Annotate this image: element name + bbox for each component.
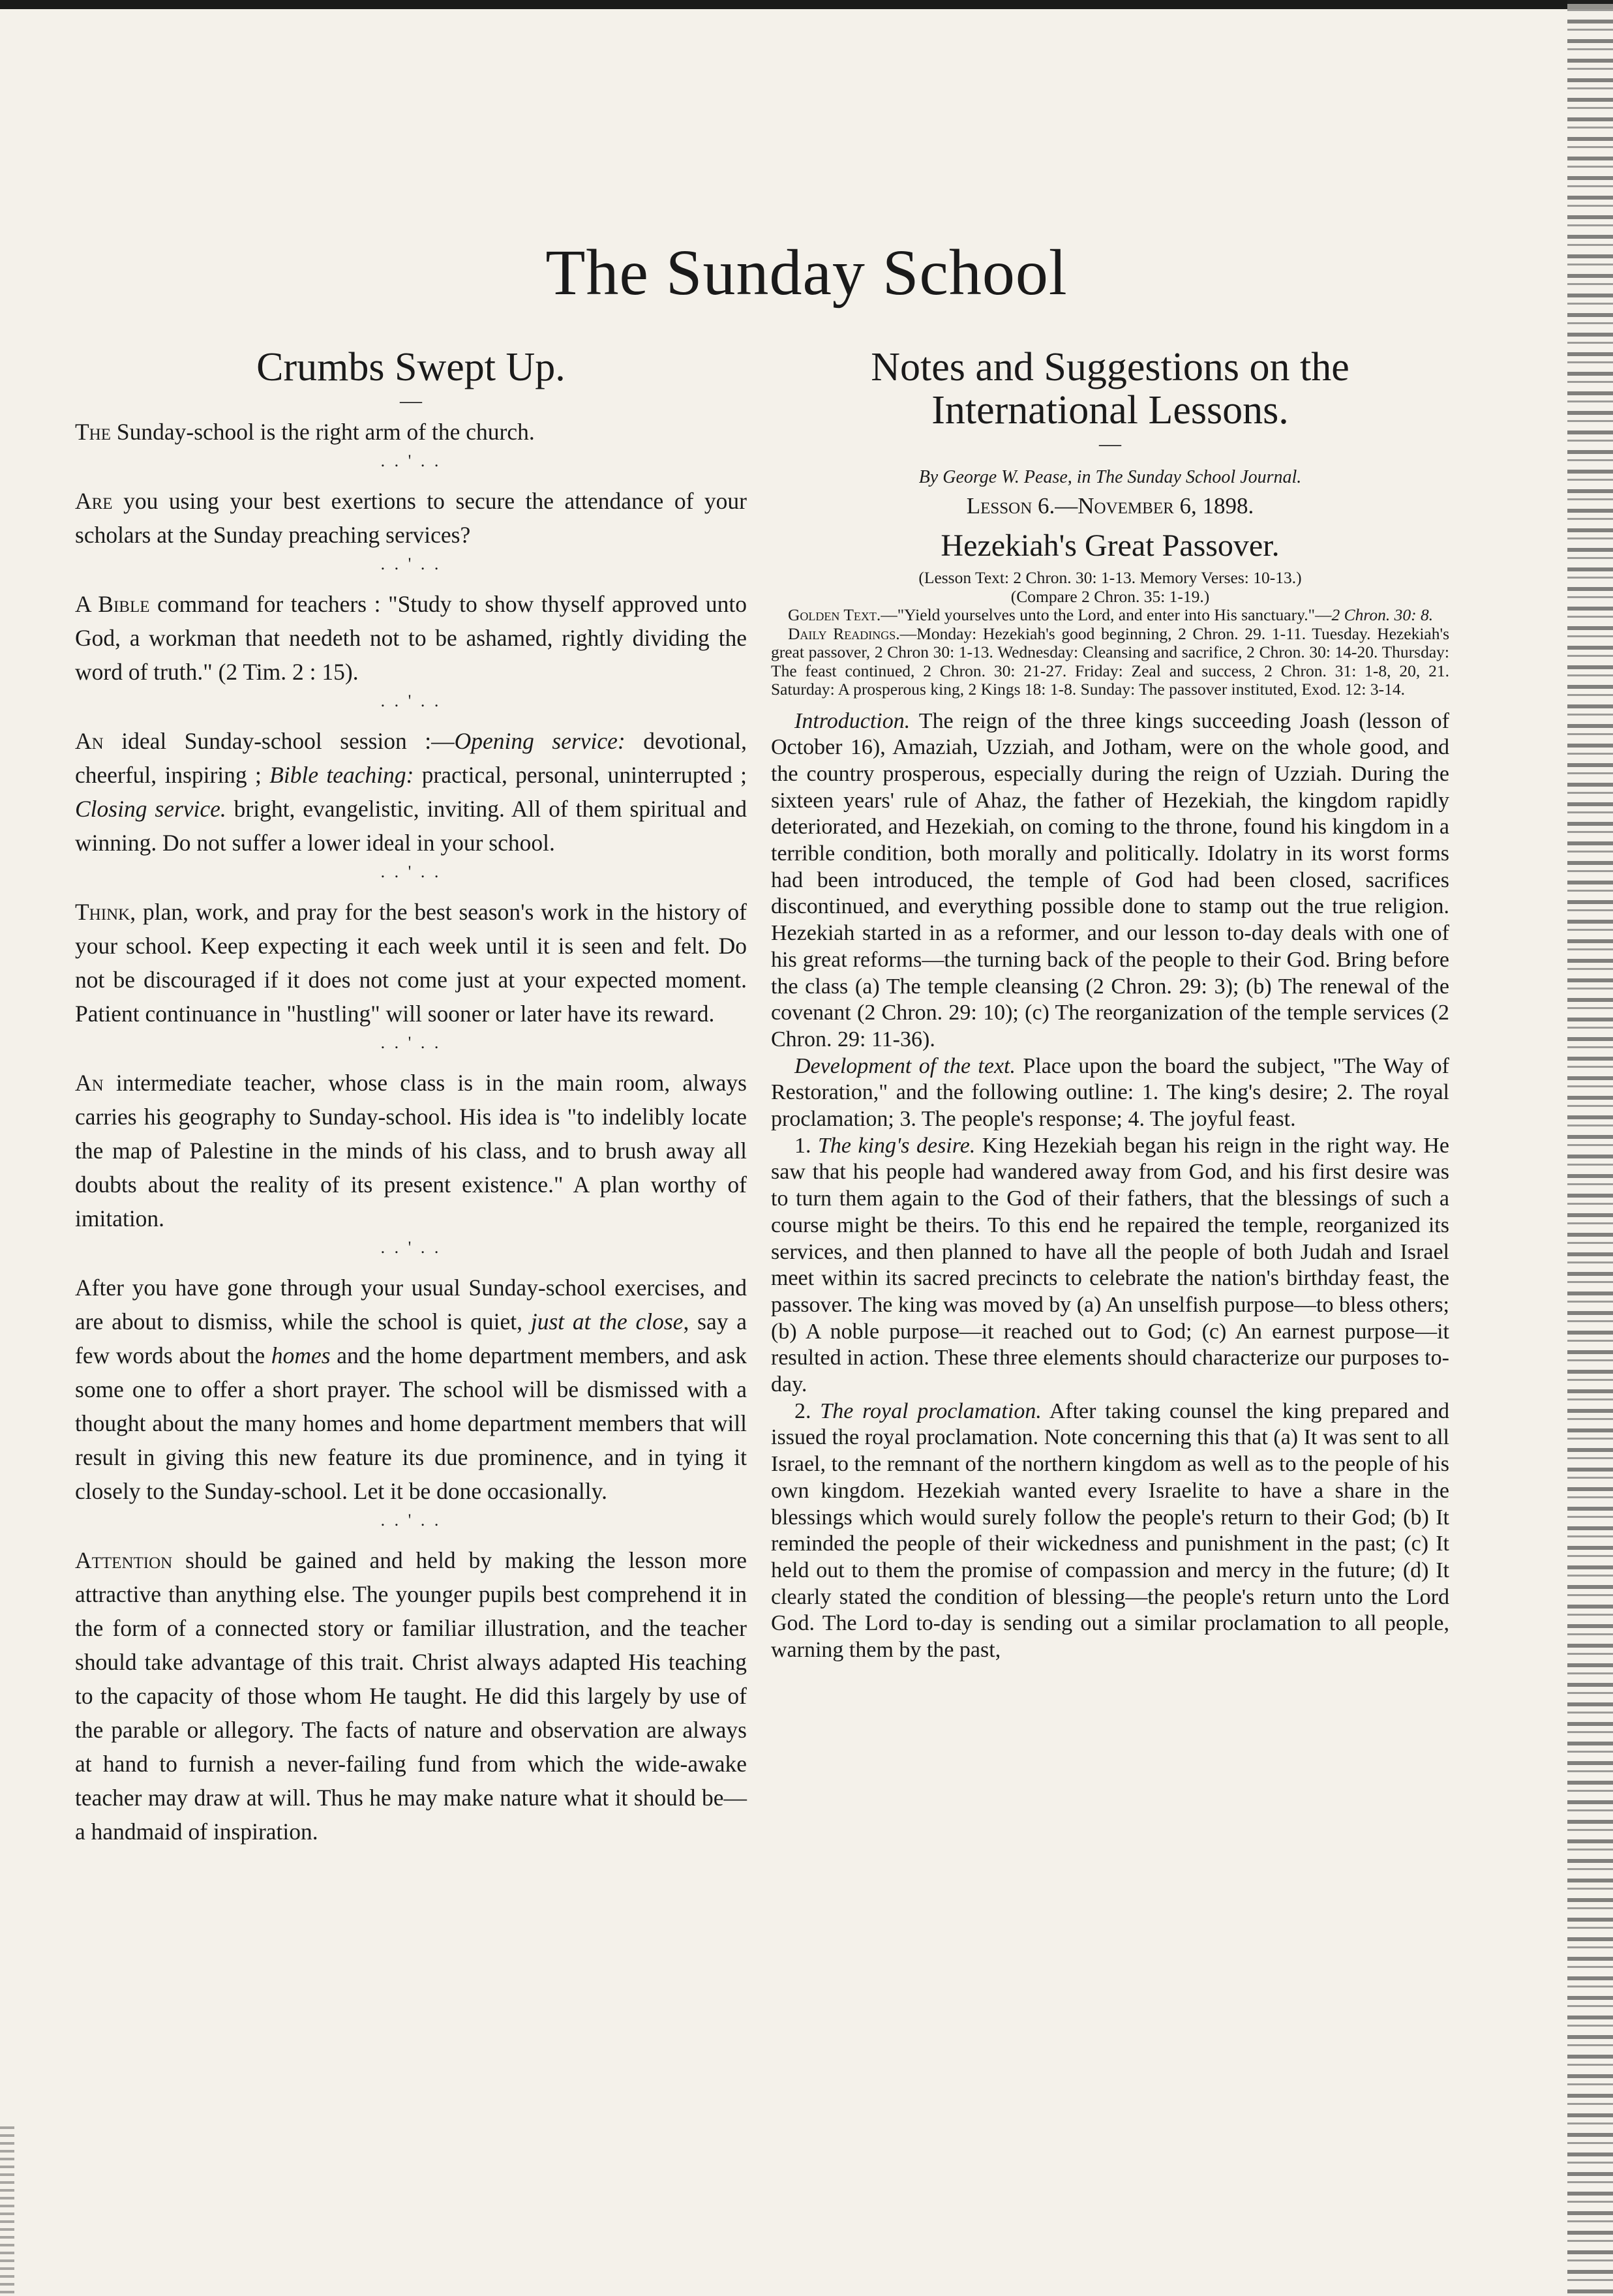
right-column <box>771 346 1449 1664</box>
right-column-heading: Notes and Suggestions on the International Lessons. <box>871 345 1349 432</box>
crumb-item: Are you using your best exertions to secure the attendance of your scholars at the Sunday preaching services? <box>75 488 747 548</box>
kings-desire-paragraph: 1. The king's desire. King Hezekiah began his reign in the right way. He saw that his people had wandered away from God, and his first desire was to turn them again to the God of their fathers, that the blessings of such a course might be theirs. To this end he repaired the temple, reorganized its services, and then planned to have all the people of both Judah and Israel meet within its sacred precincts to celebrate the nation's birthday feast, the passover. The king was moved by (a) An unselfish purpose—to bless others; (b) A noble purpose—it reached out to God; (c) An earnest purpose—it resulted in action. These three elements should characterize our purposes to-day. <box>771 1133 1450 1397</box>
dot-separator: . . ' . . <box>380 862 442 881</box>
left-column-heading: Crumbs Swept Up. <box>256 345 565 389</box>
scan-edge-right <box>1567 0 1613 2296</box>
heading-dash: — <box>1099 432 1121 456</box>
crumb-item: After you have gone through your usual Sunday-school exercises, and are about to dismiss, while the school is quiet, just at the close, say a few words about the homes and the home department members, and ask some one to offer a short prayer. The school will be dismissed with a thought about the many homes and home department members that will result in giving this new feature its due prominence, and in tying it closely to the Sunday-school. Let it be done occasionally. <box>75 1275 747 1504</box>
dot-separator: . . ' . . <box>380 1511 442 1530</box>
royal-proclamation-paragraph: 2. The royal proclamation. After taking counsel the king prepared and issued the royal proclamation. Note concerning this that (a) It was sent to all Israel, to the remnant of the northern kingdom as well as to the people of his own kingdom. Hezekiah wanted every Israelite to have a share in the blessings which would surely follow the people's return to their God; (b) It reminded the people of their wickedness and punishment in the past; (c) It held out to them the promise of compassion and mercy in the future; (d) It clearly stated the condition of blessing—the people's return unto the Lord God. The Lord to-day is sending out a similar proclamation to all people, warning them by the past, <box>771 1398 1450 1663</box>
lesson-title: Hezekiah's Great Passover. <box>941 528 1280 563</box>
dot-separator: . . ' . . <box>380 1238 442 1257</box>
development-paragraph: Development of the text. Place upon the board the subject, "The Way of Restoration," and the following outline: 1. The king's desire; 2. The royal proclamation; 3. The people's response; 4. The joyful feast. <box>771 1053 1449 1132</box>
page-title: The Sunday School <box>545 236 1068 309</box>
lesson-number: Lesson 6.—November 6, 1898. <box>966 493 1254 519</box>
daily-readings: Daily Readings.—Monday: Hezekiah's good beginning, 2 Chron. 29. 1-11. Tuesday. Hezekiah's great passover, 2 Chron 30: 1-13. Wednesday: Cleansing and sacrifice, 2 Chron. 30: 14-20. Thursday: The feast continued, 2 Chron. 30: 21-27. Friday: Zeal and success, 2 Chron. 31: 1-8, 20, 21. Saturday: A prosperous king, 2 Kings 18: 1-8. Sunday: The passover instituted, Exod. 12: 3-14. <box>771 624 1449 699</box>
dot-separator: . . ' . . <box>380 451 442 470</box>
crumb-item: A Bible command for teachers : "Study to show thyself approved unto God, a workman that needeth not to be ashamed, rightly dividing the word of truth." (2 Tim. 2 : 15). <box>75 591 747 685</box>
crumb-item: Attention should be gained and held by making the lesson more attractive than anything else. The younger pupils best comprehend it in the form of a connected story or familiar illustration, and the teacher should take advantage of this trait. Christ always adapted His teaching to the capacity of those whom He taught. He did this largely by use of the parable or allegory. The facts of nature and observation are always at hand to furnish a never-failing fund from which the wide-awake teacher may draw at will. Thus he may make nature what it should be—a handmaid of inspiration. <box>75 1547 747 1845</box>
golden-text: Golden Text.—"Yield yourselves unto the Lord, and enter into His sanctuary."—2 Chron. 30: 8. <box>788 605 1434 624</box>
dot-separator: . . ' . . <box>380 691 442 710</box>
crumb-item: An ideal Sunday-school session :—Opening service: devotional, cheerful, inspiring ; Bible teaching: practical, personal, uninterrupted ; Closing service. bright, evangelistic, inviting. All of them spiritual and winning. Do not suffer a lower ideal in your school. <box>75 728 747 856</box>
crumb-item: Think, plan, work, and pray for the best season's work in the history of your school. Keep expecting it each week until it is seen and felt. Do not be discouraged if it does not come just at your expected moment. Patient continuance in "hustling" will sooner or later have its reward. <box>75 899 747 1027</box>
scan-edge-left <box>0 2126 14 2296</box>
heading-dash: — <box>400 389 422 413</box>
introduction-paragraph: Introduction. The reign of the three kings succeeding Joash (lesson of October 16), Amaziah, Uzziah, and Jotham, were on the whole good, and the country prosperous, especially during the reign of Uzziah. During the sixteen years' rule of Ahaz, the father of Hezekiah, the kingdom rapidly deteriorated, and Hezekiah, on coming to the throne, found his kingdom in a terrible condition, both morally and politically. Idolatry in its worst forms had been introduced, the temple of God had been closed, sacrifices discontinued, and everything possible done to stamp out the true religion. Hezekiah started in as a reformer, and our lesson to-day deals with one of his great reforms—the turning back of the people to their God. Bring before the class (a) The temple cleansing (2 Chron. 29: 3); (b) The renewal of the covenant (2 Chron. 29: 10); (c) The reorganization of the temple services (2 Chron. 29: 11-36). <box>771 708 1449 1051</box>
top-border-rule <box>0 0 1613 9</box>
crumb-item: An intermediate teacher, whose class is in the main room, always carries his geography to Sunday-school. His idea is "to indelibly locate the map of Palestine in the minds of his class, and to brush away all doubts about the reality of its present existence." A plan worthy of imitation. <box>75 1070 747 1231</box>
lesson-text-ref: (Lesson Text: 2 Chron. 30: 1-13. Memory Verses: 10-13.) (Compare 2 Chron. 35: 1-19.) <box>918 568 1302 606</box>
crumb-item: The Sunday-school is the right arm of the church. <box>75 419 535 445</box>
byline: By George W. Pease, in The Sunday School Journal. <box>918 467 1302 487</box>
dot-separator: . . ' . . <box>380 1033 442 1052</box>
left-column <box>75 346 747 1849</box>
dot-separator: . . ' . . <box>380 554 442 573</box>
